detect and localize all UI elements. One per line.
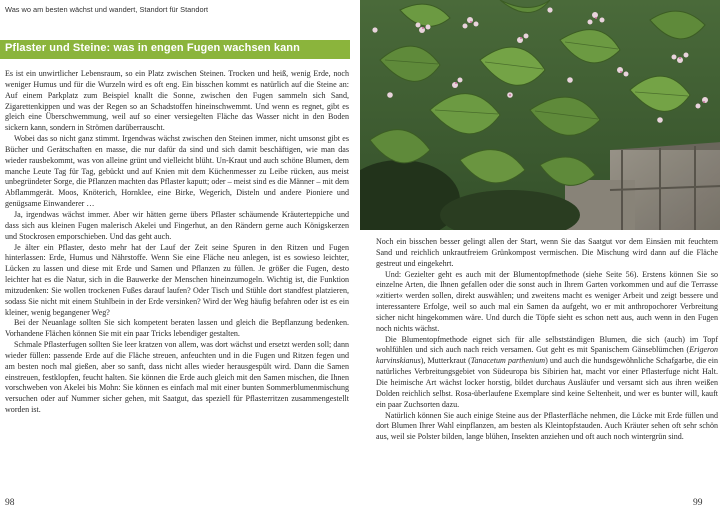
right-page [360, 0, 720, 512]
right-body-text [376, 237, 718, 443]
left-body-text [5, 69, 349, 416]
plants-photo [360, 0, 720, 230]
photo-strawberry-plants-in-paving-icon [360, 0, 720, 230]
paragraph: Bei der Neuanlage sollten Sie sich kompetent beraten lassen und gleich die Bepflanzung bedenken. Vorhandene Flächen können Sie mit ein paar Tricks lebendiger gestalten. [5, 318, 349, 339]
page-number: 99 [693, 498, 703, 508]
paragraph: Noch ein bisschen besser gelingt allen der Start, wenn Sie das Saatgut vor dem Einsäen mit feuchtem Sand und reichlich unkrautfreiem Grünkompost vermischen. Die Mischung wird dann auf die Fläche gestreut und eingekehrt. [376, 237, 718, 268]
paragraph: Je älter ein Pflaster, desto mehr hat der Lauf der Zeit seine Spuren in den Ritzen und Fugen hinterlassen: Erde, Humus und Nährstoffe. Wenn Sie eine Fläche neu anlegen, ist es sowieso leichter, Lücken zu lassen und diese mit Erde und Samen und Pflanzen zu füllen. Je größer die Fugen, desto leichter hat es die Natur, sich in die Bauwerke der Menschen hineinzumogeln. Wichtig ist, die Funktion mitzudenken: Sie wollen trockenen Fußes darauf laufen? Oder Tisch und Stühle dort standfest platzieren, sodass Sie nicht mit einem Stuhlbein in der Erde versinken? Wird der Weg häufig befahren oder ist es ein kleiner, wenig begangener Weg? [5, 242, 349, 317]
paragraph: Ja, irgendwas wächst immer. Aber wir hätten gerne übers Pflaster schäumende Kräuterteppiche und dass sich aus kleinen Fugen malerisch Akelei und Fingerhut, an den Rändern gerne auch Königskerzen und Stockrosen emporschieben. Und das geht auch. [5, 209, 349, 241]
paragraph: Es ist ein unwirtlicher Lebensraum, so ein Platz zwischen Steinen. Trocken und heiß, wenig Erde, noch weniger Humus und für die Wurzeln wird es oft eng. Ein bisschen kommt es natürlich auf die Steine an: Auf einem Parkplatz zum Beispiel knallt die Sonne, zwischen den Fugen sammeln sich Sand, Zigarettenkippen und was der Regen so an Schadstoffen hineinschwemmt. Und wenn es regnet, gibt es gleich eine Überschwemmung, weil auf so einer versiegelten Fläche das Wasser nicht in den Boden sickern kann, sondern in Strömen darüberrauscht. [5, 69, 349, 133]
paragraph: Natürlich können Sie auch einige Steine aus der Pflasterfläche nehmen, die Lücke mit Erde füllen und dort Blumen Ihrer Wahl einpflanzen, am besten als Kleintopfstauden. Auch Kräuter sehen oft sehr schön aus, weil sie Polster bilden, lange blühen, Insekten anziehen und oft auch noch wintergrün sind. [376, 410, 718, 442]
paragraph: Die Blumentopfmethode eignet sich für alle selbstständigen Blumen, die sich (auch) im Topf wohlfühlen und sich auch nach reich versamen. Gut geht es mit Spanischem Gänseblümchen (Erigeron karvinskianus), Mutterkraut (Tanacetum parthenium) und auch die hundsgewöhnliche Schafgarbe, die ein natürliches Verbreitungsgebiet von Südeuropa bis Sibirien hat, macht vor einer Pflasterfuge nicht Halt. Die heimische Art wächst locker horstig, bildet durchaus Ausläufer und versamt sich aus ihren weißen Dolden reichlich selbst. Rosa-überlaufene Exemplare sind keine Seltenheit, und wer es bunter will, kauft ein paar Zuchsorten dazu. [376, 334, 718, 409]
section-title: Pflaster und Steine: was in engen Fugen wachsen kann [5, 42, 300, 54]
running-head: Was wo am besten wächst und wandert, Standort für Standort [5, 5, 209, 14]
paragraph: Und: Gezielter geht es auch mit der Blumentopfmethode (siehe Seite 56). Erstens können Sie so einzelne Arten, die Ihnen gefallen oder die sonst auch in Ihrem Garten vorkommen und auf die Terrasse »zitiert« werden sollen, direkt auswählen; und zweitens macht es weniger Arbeit und zeigt bessere und interessantere Erfolge, weil so auch mal ein Samen da aufgeht, wo er mit anthropochorer Verbreitung sicher nicht hingekommen wäre. Und durch die Töpfe sieht es schon nett aus, auch wenn in den Fugen noch nichts wächst. [376, 269, 718, 333]
paragraph: Schmale Pflasterfugen sollten Sie leer kratzen von allem, was dort wächst und ersetzt werden soll; dann wieder füllen: passende Erde auf die Fläche streuen, anfeuchten und in die Fugen und Ritzen fegen und am besten noch mal gießen, aber so sanft, dass nicht alles wieder herausgespült wird. Dann die Samen einstreuen, festklopfen, feucht halten. Sie können die Erde auch gleich mit den Samen mischen, die Ihnen vorschweben von Akelei bis Mohn: Sie können es einfach mal mit einer bunten Sommerblumenmischung versuchen oder auf Nummer sicher gehen, mit Saatgut, das speziell für Pflasterritzen zusammengestellt worden ist. [5, 340, 349, 415]
paragraph: Wobei das so nicht ganz stimmt. Irgendwas wächst zwischen den Steinen immer, nicht umsonst gibt es Bücher und Gerätschaften en masse, die nur dafür da sind und sich damit beschäftigen, wie man das wieder rausbekommt, was von alleine grünt und vielleicht blüht. Un-Kraut und auch schöne Blumen, dem manche Leute Tag für Tag, gebückt und auf Knien mit dem Küchenmesser zu Leibe rücken, aus meist unbegründeter Sorge, die Pflanzen machten das Pflaster kaputt; oder – meist sind es die Männer – mit dem Abflammgerät. Moos, Knöterich, Hornklee, eine Birke, Wegerich, Disteln und andere Pioniere und genügsame Einwanderer … [5, 134, 349, 209]
page-number: 98 [5, 498, 15, 508]
title-bar [0, 40, 350, 59]
